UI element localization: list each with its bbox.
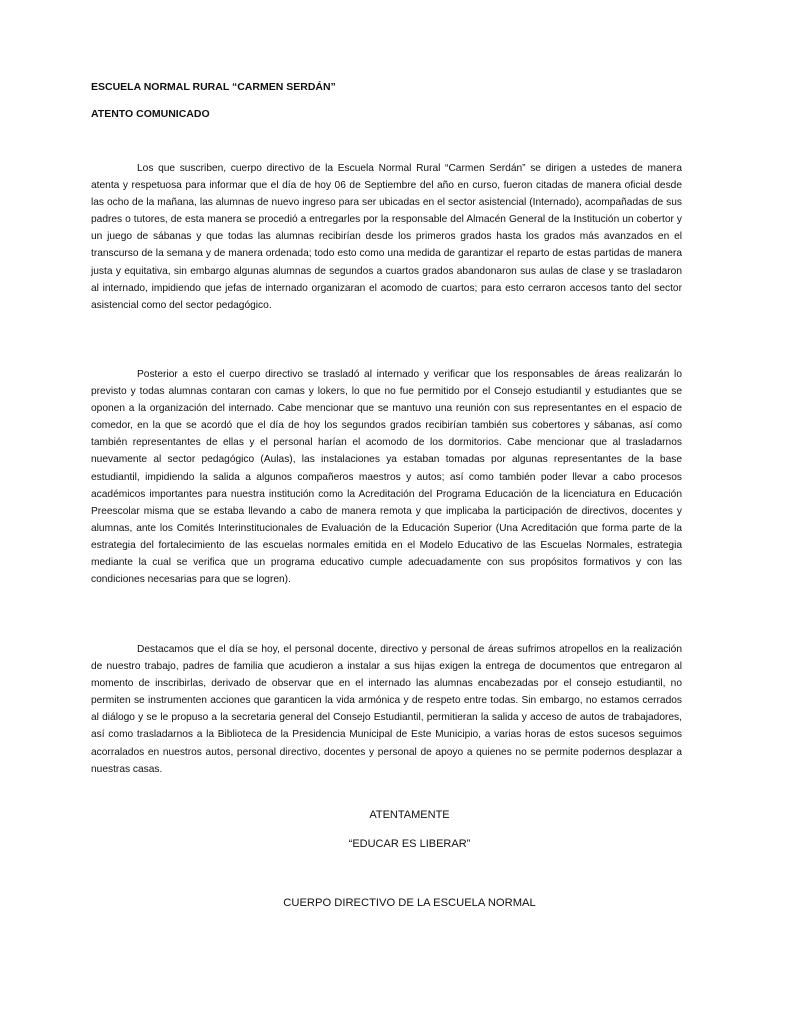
notice-title-heading: ATENTO COMUNICADO (91, 108, 210, 120)
motto-line: “EDUCAR ES LIBERAR” (348, 838, 471, 850)
closing-line: ATENTAMENTE (369, 809, 450, 821)
school-name-heading: ESCUELA NORMAL RURAL “CARMEN SERDÁN” (91, 81, 336, 93)
paragraph-3: Destacamos que el día se hoy, el personal docente, directivo y personal de áreas sufrimos atropellos en la realización de nuestro trabajo, padres de familia que acudieron a instalar a sus hijas exigen la entrega de documentos que entregaron al momento de inscribirlas, derivado de observar que en el internado las alumnas encabezadas por el consejo estudiantil, no permiten se instrumenten acciones que garanticen la vida armónica y de respeto entre todas. Sin embargo, no estamos cerrados al diálogo y se le propuso a la secretaria general del Consejo Estudiantil, permitieran la salida y acceso de autos de trabajadores, así como trasladarnos a la Biblioteca de la Presidencia Municipal de Este Municipio, a varias horas de estos sucesos seguimos acorralados en nuestros autos, personal directivo, docentes y personal de apoyo a quienes no se permite podernos desplazar a nuestras casas. (91, 644, 682, 775)
paragraph-2: Posterior a esto el cuerpo directivo se trasladó al internado y verificar que los responsables de áreas realizarán lo previsto y todas alumnas contaran con camas y lokers, lo que no fue permitido por el Consejo estudiantil y estudiantes que se oponen a la organización del internado. Cabe mencionar que se mantuvo una reunión con sus representantes en el espacio de comedor, en la que se acordó que el día de hoy los segundos grados recibirían también sus cobertores y sábanas, así como también representantes de ellas y el personal harían el acomodo de los dormitorios. Cabe mencionar que al trasladarnos nuevamente al sector pedagógico (Aulas), las instalaciones ya estaban tomadas por algunas representantes de la base estudiantil, impidiendo la salida a algunos compañeros maestros y autos; así como también poder llevar a cabo procesos académicos importantes para nuestra institución como la Acreditación del Programa Educación de la licenciatura en Educación Preescolar misma que se estaba llevando a cabo de manera remota y que implicaba la participación de directivos, docentes y alumnas, ante los Comités Interinstitucionales de Evaluación de la Educación Superior (Una Acreditación que forma parte de la estrategia del fortalecimiento de las escuelas normales emitida en el Modelo Educativo de las Escuelas Normales, estrategia mediante la cual se verifica que un programa educativo cumple adecuadamente con sus propósitos formativos y con las condiciones necesarias para que se logren). (91, 369, 682, 586)
paragraph-1: Los que suscriben, cuerpo directivo de la Escuela Normal Rural “Carmen Serdán” se dirigen a ustedes de manera atenta y respetuosa para informar que el día de hoy 06 de Septiembre del año en curso, fueron citadas de manera oficial desde las ocho de la mañana, las alumnas de nuevo ingreso para ser ubicadas en el sector asistencial (Internado), acompañadas de sus padres o tutores, de esta manera se procedió a entregarles por la responsable del Almacén General de la Institución un cobertor y un juego de sábanas y que todas las alumnas recibirían desde los primeros grados hasta los grados más avanzados en el transcurso de la semana y de manera ordenada; todo esto como una medida de garantizar el reparto de estas partidas de manera justa y equitativa, sin embargo algunas alumnas de segundos a cuartos grados abandonaron sus aulas de clase y se trasladaron al internado, impidiendo que jefas de internado organizaran el acomodo de cuartos; para esto cerraron accesos tanto del sector asistencial como del sector pedagógico. (91, 163, 682, 311)
signature-line: CUERPO DIRECTIVO DE LA ESCUELA NORMAL (283, 897, 536, 909)
